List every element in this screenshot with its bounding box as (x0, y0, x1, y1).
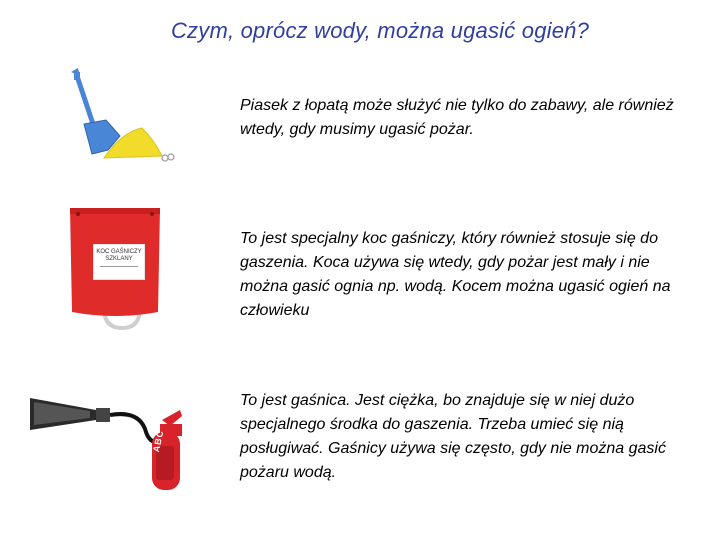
blanket-label-line2: SZKLANY (105, 256, 133, 262)
item-text-blanket: To jest specjalny koc gaśniczy, który również stosuje się do gaszenia. Koca używa się wtedy, gdy pożar jest mały i nie można gasić ognia np. wodą. Kocem można ugasić ogień na człowieku (240, 230, 671, 319)
extinguisher-label: ABC (151, 428, 166, 454)
blanket-label-line1: KOC GAŚNICZY (96, 249, 142, 255)
fire-blanket-icon (60, 200, 170, 336)
shovel-and-sand-icon (62, 62, 184, 166)
item-text-extinguisher: To jest gaśnica. Jest ciężka, bo znajduje się w niej dużo specjalnego środka do gaszenia. Trzeba umieć się nią posługiwać. Gaśnicy używa się często, gdy nie można gasić pożaru wodą. (240, 392, 666, 481)
fire-extinguisher-icon (20, 380, 195, 492)
item-text-sand: Piasek z łopatą może służyć nie tylko do zabawy, ale również wtedy, gdy musimy ugasić pożar. (240, 97, 674, 138)
blanket-label (93, 244, 145, 280)
page-title: Czym, oprócz wody, można ugasić ogień? (170, 18, 590, 43)
